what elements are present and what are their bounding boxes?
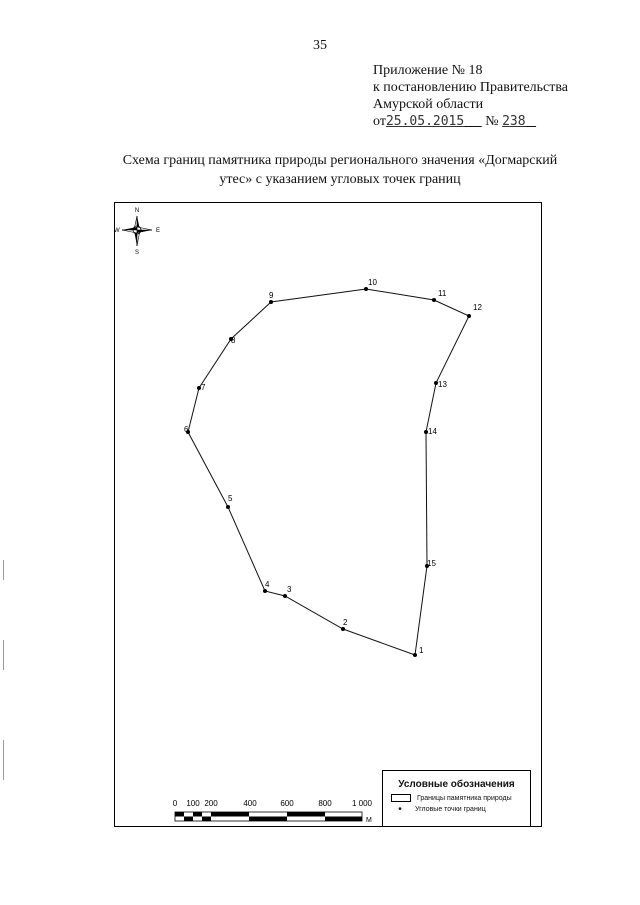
corner-point-label-13: 13 — [438, 380, 447, 389]
corner-point-2 — [341, 627, 345, 631]
corner-point-label-5: 5 — [228, 494, 233, 503]
corner-point-9 — [269, 300, 273, 304]
legend-row-boundary — [391, 794, 530, 802]
corner-point-label-10: 10 — [368, 278, 377, 287]
decree-number: 238 — [502, 114, 526, 129]
scale-bar — [173, 799, 373, 824]
corner-point-1 — [413, 653, 417, 657]
corner-point-label-15: 15 — [427, 559, 436, 568]
number-label: № — [485, 114, 499, 129]
corner-point-label-7: 7 — [201, 383, 206, 392]
scale-tick-600: 600 — [280, 799, 294, 808]
appendix-line-1: Приложение № 18 — [373, 63, 483, 78]
scale-tick-1000: 1 000 — [351, 799, 373, 808]
compass-e: E — [156, 228, 161, 234]
point-swatch-icon: • — [398, 803, 402, 815]
scale-tick-100: 100 — [186, 799, 200, 808]
title-line-1: Схема границ памятника природы регионального значения «Догмарский — [122, 153, 558, 168]
corner-point-10 — [364, 287, 368, 291]
scale-tick-400: 400 — [243, 799, 257, 808]
from-label: от — [373, 114, 386, 129]
corner-point-label-2: 2 — [343, 618, 348, 627]
appendix-line-3: Амурской области — [373, 97, 484, 112]
corner-point-label-12: 12 — [473, 303, 482, 312]
appendix-line-2: к постановлению Правительства — [373, 80, 569, 95]
corner-point-label-8: 8 — [231, 336, 236, 345]
decree-date: 25.05.2015 — [385, 114, 465, 129]
corner-point-12 — [467, 314, 471, 318]
scale-unit: М — [366, 817, 372, 824]
corner-point-label-11: 11 — [438, 289, 447, 298]
scale-tick-0: 0 — [172, 799, 178, 808]
margin-mark — [3, 560, 4, 580]
legend-boundary-label: Границы памятника природы — [417, 794, 512, 802]
corner-point-4 — [263, 589, 267, 593]
compass-s: S — [134, 250, 140, 256]
legend-title: Условные обозначения — [398, 779, 515, 790]
corner-point-5 — [226, 505, 230, 509]
page-number: 35 — [313, 38, 327, 53]
legend-points-label: Угловые точки границ — [415, 806, 486, 813]
corner-point-label-3: 3 — [287, 585, 292, 594]
scale-tick-200: 200 — [204, 799, 218, 808]
corner-point-label-14: 14 — [428, 427, 437, 436]
margin-mark — [3, 740, 4, 780]
compass-n: N — [134, 208, 140, 214]
corner-point-3 — [283, 594, 287, 598]
corner-point-11 — [432, 298, 436, 302]
corner-point-label-9: 9 — [269, 291, 274, 300]
corner-point-label-6: 6 — [184, 425, 189, 434]
legend-row-points — [391, 803, 530, 815]
margin-mark — [3, 640, 4, 670]
scale-tick-800: 800 — [318, 799, 332, 808]
map-legend — [382, 770, 531, 827]
corner-point-label-4: 4 — [265, 580, 270, 589]
boundary-swatch-icon — [391, 794, 411, 802]
corner-point-label-1: 1 — [419, 646, 424, 655]
compass-rose-icon — [114, 208, 160, 256]
compass-w: W — [114, 228, 120, 234]
title-line-2: утес» с указанием угловых точек границ — [219, 172, 461, 187]
corner-points — [184, 278, 482, 657]
